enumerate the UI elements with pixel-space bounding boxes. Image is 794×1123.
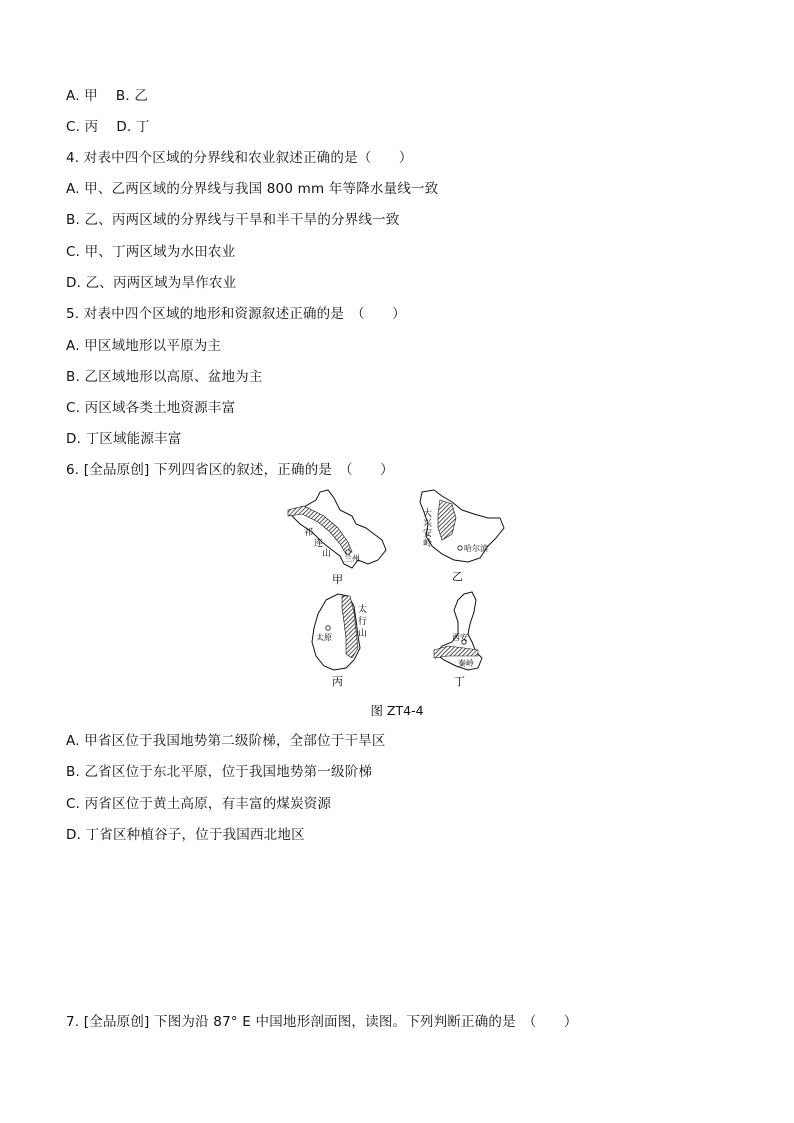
shanxi-mountain-char-1: 太 bbox=[358, 605, 368, 615]
gansu-mountain-char-2: 连 bbox=[314, 539, 324, 549]
shaanxi-mountain-label: 秦岭 bbox=[458, 659, 474, 668]
q4-option-d[interactable]: D. 乙、丙两区域为旱作农业 bbox=[66, 275, 237, 291]
taiyuan-city-marker bbox=[326, 626, 330, 630]
q5-option-c[interactable]: C. 丙区域各类土地资源丰富 bbox=[66, 400, 236, 416]
map-label-jia: 甲 bbox=[332, 573, 343, 586]
map-label-yi: 乙 bbox=[452, 570, 463, 583]
hlj-mountain-char-3: 安 bbox=[423, 529, 433, 539]
q5-option-a[interactable]: A. 甲区域地形以平原为主 bbox=[66, 338, 222, 354]
province-maps-figure bbox=[282, 488, 512, 692]
map-heilongjiang bbox=[420, 490, 504, 583]
map-label-bing: 丙 bbox=[332, 675, 343, 688]
gansu-mountain-char-3: 山 bbox=[322, 549, 332, 559]
q4-option-c[interactable]: C. 甲、丁两区域为水田农业 bbox=[66, 244, 236, 260]
gansu-mountain-char-1: 祁 bbox=[304, 528, 314, 538]
figure-caption: 图 ZT4-4 bbox=[370, 703, 424, 718]
q4-option-a[interactable]: A. 甲、乙两区域的分界线与我国 800 mm 年等降水量线一致 bbox=[66, 181, 439, 197]
q3-option-b[interactable]: B. 乙 bbox=[115, 88, 149, 104]
hlj-mountain-char-2: 兴 bbox=[423, 519, 433, 529]
shanxi-mountain-char-3: 山 bbox=[358, 629, 368, 639]
hlj-mountain-char-1: 大 bbox=[423, 509, 433, 519]
shanxi-mountain-char-2: 行 bbox=[358, 617, 368, 627]
map-shanxi bbox=[312, 594, 367, 688]
q6-option-c[interactable]: C. 丙省区位于黄土高原，有丰富的煤炭资源 bbox=[66, 796, 332, 812]
q4-stem: 4. 对表中四个区域的分界线和农业叙述正确的是（ ） bbox=[66, 150, 413, 166]
map-gansu bbox=[288, 490, 386, 586]
q3-options-row-2 bbox=[66, 118, 150, 136]
q6-option-a[interactable]: A. 甲省区位于我国地势第二级阶梯，全部位于干旱区 bbox=[66, 733, 386, 749]
province-maps-svg bbox=[282, 488, 512, 692]
q5-stem: 5. 对表中四个区域的地形和资源叙述正确的是 （ ） bbox=[66, 306, 406, 322]
map-shaanxi bbox=[434, 592, 482, 688]
q5-option-d[interactable]: D. 丁区域能源丰富 bbox=[66, 431, 182, 447]
shaanxi-city-label: 西安 bbox=[452, 633, 468, 642]
q6-option-b[interactable]: B. 乙省区位于东北平原，位于我国地势第一级阶梯 bbox=[66, 764, 373, 780]
harbin-city-marker bbox=[458, 546, 462, 550]
q3-option-c[interactable]: C. 丙 bbox=[66, 119, 99, 135]
q3-option-d[interactable]: D. 丁 bbox=[116, 119, 150, 135]
gansu-city-label: 兰州 bbox=[344, 554, 360, 563]
heilongjiang-outline bbox=[420, 490, 504, 562]
hlj-mountain-char-4: 岭 bbox=[423, 539, 433, 549]
q7-stem: 7. [全品原创] 下图为沿 87° E 中国地形剖面图，读图。下列判断正确的是 （ ） bbox=[66, 1014, 578, 1030]
q3-option-a[interactable]: A. 甲 bbox=[66, 88, 98, 104]
q5-option-b[interactable]: B. 乙区域地形以高原、盆地为主 bbox=[66, 369, 263, 385]
q6-option-d[interactable]: D. 丁省区种植谷子，位于我国西北地区 bbox=[66, 827, 305, 843]
q3-options-row-1 bbox=[66, 87, 148, 105]
q6-stem: 6. [全品原创] 下列四省区的叙述，正确的是 （ ） bbox=[66, 462, 394, 478]
map-label-ding: 丁 bbox=[454, 675, 465, 688]
hlj-city-label: 哈尔滨 bbox=[464, 544, 488, 553]
shanxi-city-label: 太原 bbox=[316, 633, 332, 642]
q4-option-b[interactable]: B. 乙、丙两区域的分界线与干旱和半干旱的分界线一致 bbox=[66, 212, 400, 228]
